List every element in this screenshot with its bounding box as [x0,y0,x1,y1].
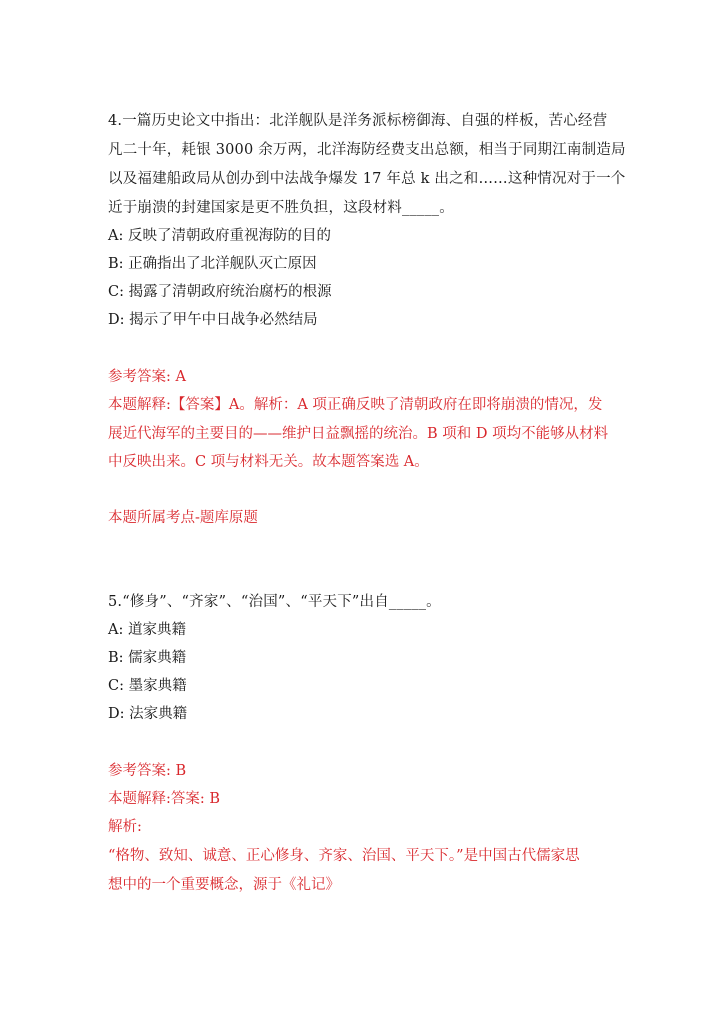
q4-explanation-line-1: 本题解释:【答案】A。解析：A 项正确反映了清朝政府在即将崩溃的情况，发 [108,397,603,413]
q5-analysis-line-2: 想中的一个重要概念，源于《礼记》 [108,877,340,893]
q4-stem-line-3: 以及福建船政局从创办到中法战争爆发 17 年总 k 出之和……这种情况对于一个 [108,171,626,187]
q4-stem-line-4: 近于崩溃的封建国家是更不胜负担，这段材料_____。 [108,200,454,216]
q5-stem: 5.“修身”、“齐家”、“治国”、“平天下”出自_____。 [108,594,441,610]
q4-option-c: C: 揭露了清朝政府统治腐朽的根源 [108,284,332,300]
q5-option-c: C: 墨家典籍 [108,678,187,694]
q5-option-a: A: 道家典籍 [108,622,186,638]
q4-category: 本题所属考点-题库原题 [108,510,258,526]
q5-analysis-label: 解析: [108,819,142,835]
q4-option-d: D: 揭示了甲午中日战争必然结局 [108,312,318,328]
q5-option-d: D: 法家典籍 [108,706,188,722]
q4-option-b: B: 正确指出了北洋舰队灭亡原因 [108,256,317,272]
q4-stem-line-2: 凡二十年，耗银 3000 余万两，北洋海防经费支出总额，相当于同期江南制造局 [108,142,626,158]
q5-analysis-line-1: “格物、致知、诚意、正心修身、齐家、治国、平天下。”是中国古代儒家思 [108,848,580,864]
q4-explanation-line-3: 中反映出来。C 项与材料无关。故本题答案选 A。 [108,454,429,470]
q4-explanation-line-2: 展近代海军的主要目的——维护日益飘摇的统治。B 项和 D 项均不能够从材料 [108,426,609,442]
q4-answer: 参考答案: A [108,369,186,385]
q5-answer: 参考答案: B [108,763,187,779]
q4-stem-line-1: 4.一篇历史论文中指出：北洋舰队是洋务派标榜御海、自强的样板，苦心经营 [108,113,608,129]
q5-option-b: B: 儒家典籍 [108,650,187,666]
q4-option-a: A: 反映了清朝政府重视海防的目的 [108,228,331,244]
q5-explanation-label: 本题解释:答案: B [108,791,221,807]
